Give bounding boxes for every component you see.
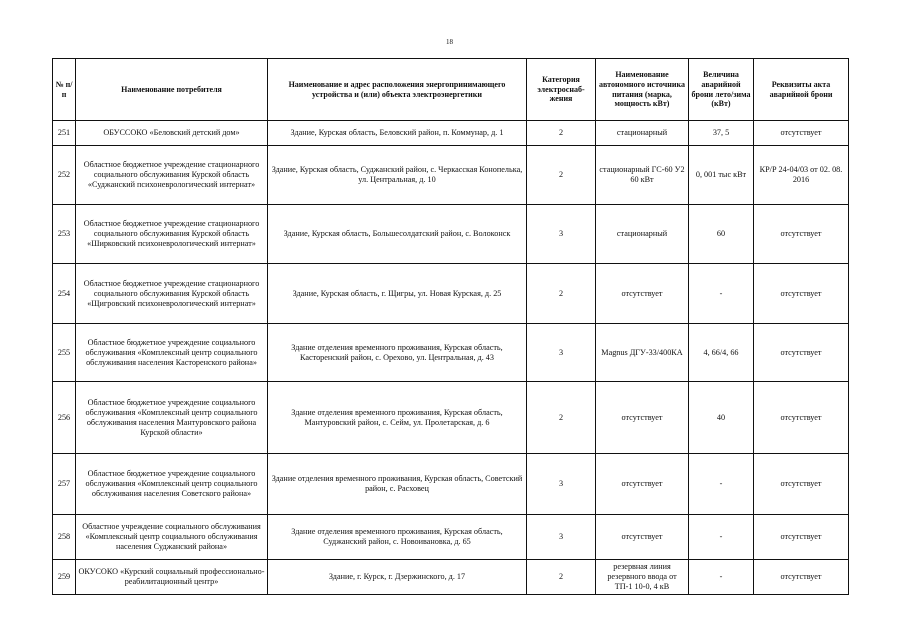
- cell-category: 2: [527, 560, 596, 595]
- cell-source: резервная линия резервного ввода от ТП-1 10-0, 4 кВ: [596, 560, 689, 595]
- table-header-row: [53, 59, 849, 121]
- cell-source: отсутствует: [596, 382, 689, 454]
- cell-reserve: 37, 5: [689, 121, 754, 146]
- header-consumer: Наименование потребителя: [76, 59, 268, 121]
- cell-category: 2: [527, 146, 596, 205]
- cell-num: 251: [53, 121, 76, 146]
- table-row: [53, 264, 849, 324]
- cell-address: Здание, г. Курск, г. Дзержинского, д. 17: [268, 560, 527, 595]
- cell-reserve: -: [689, 515, 754, 560]
- header-address: Наименование и адрес расположения энергопринимающего устройства и (или) объекта электроэнергетики: [268, 59, 527, 121]
- table-row: [53, 560, 849, 595]
- cell-reserve: -: [689, 454, 754, 515]
- cell-act: отсутствует: [754, 324, 849, 382]
- cell-act: отсутствует: [754, 560, 849, 595]
- table-row: [53, 324, 849, 382]
- cell-consumer: Областное бюджетное учреждение социального обслуживания «Комплексный центр социального обслуживания населения Советского района»: [76, 454, 268, 515]
- cell-source: отсутствует: [596, 264, 689, 324]
- cell-num: 257: [53, 454, 76, 515]
- table-row: [53, 454, 849, 515]
- cell-consumer: Областное бюджетное учреждение социального обслуживания «Комплексный центр социального обслуживания населения Касторенского района»: [76, 324, 268, 382]
- cell-category: 3: [527, 205, 596, 264]
- cell-reserve: -: [689, 560, 754, 595]
- reserve-registry-table: [52, 58, 849, 595]
- cell-num: 258: [53, 515, 76, 560]
- cell-consumer: Областное бюджетное учреждение социального обслуживания «Комплексный центр социального обслуживания населения Мантуровского района Курской области»: [76, 382, 268, 454]
- table-row: [53, 146, 849, 205]
- cell-source: стационарный ГС-60 У2 60 кВт: [596, 146, 689, 205]
- cell-consumer: Областное бюджетное учреждение стационарного социального обслуживания Курской область «Суджанский психоневрологический интернат»: [76, 146, 268, 205]
- cell-act: отсутствует: [754, 205, 849, 264]
- cell-category: 2: [527, 264, 596, 324]
- cell-reserve: 60: [689, 205, 754, 264]
- cell-consumer: Областное бюджетное учреждение стационарного социального обслуживания Курской область «Ширковский психоневрологический интернат»: [76, 205, 268, 264]
- cell-act: отсутствует: [754, 121, 849, 146]
- cell-act: отсутствует: [754, 454, 849, 515]
- cell-consumer: ОКУСОКО «Курский социальный профессионально-реабилитационный центр»: [76, 560, 268, 595]
- cell-consumer: Областное учреждение социального обслуживания «Комплексный центр социального обслуживания населения Суджанский района»: [76, 515, 268, 560]
- cell-address: Здание отделения временного проживания, Курская область, Советский район, с. Расховец: [268, 454, 527, 515]
- cell-act: отсутствует: [754, 382, 849, 454]
- cell-address: Здание отделения временного проживания, Курская область, Суджанский район, с. Новоивановка, д. 65: [268, 515, 527, 560]
- cell-source: стационарный: [596, 205, 689, 264]
- header-source: Наименование автономного источника питания (марка, мощность кВт): [596, 59, 689, 121]
- table-row: [53, 121, 849, 146]
- cell-source: стационарный: [596, 121, 689, 146]
- table-row: [53, 205, 849, 264]
- cell-reserve: 0, 001 тыс кВт: [689, 146, 754, 205]
- cell-num: 256: [53, 382, 76, 454]
- cell-num: 254: [53, 264, 76, 324]
- cell-category: 3: [527, 454, 596, 515]
- header-category: Категория электроснаб-жения: [527, 59, 596, 121]
- cell-consumer: Областное бюджетное учреждение стационарного социального обслуживания Курской область «Щигровский психоневрологический интернат»: [76, 264, 268, 324]
- cell-act: отсутствует: [754, 515, 849, 560]
- header-act: Реквизиты акта аварийной брони: [754, 59, 849, 121]
- cell-address: Здание отделения временного проживания, Курская область, Касторенский район, с. Орехово, ул. Центральная, д. 43: [268, 324, 527, 382]
- cell-act: отсутствует: [754, 264, 849, 324]
- cell-reserve: -: [689, 264, 754, 324]
- cell-address: Здание, Курская область, Большесолдатский район, с. Волоконск: [268, 205, 527, 264]
- cell-category: 3: [527, 324, 596, 382]
- cell-address: Здание, Курская область, Беловский район, п. Коммунар, д. 1: [268, 121, 527, 146]
- cell-address: Здание, Курская область, Суджанский район, с. Черкасская Конопелька, ул. Центральная, д. 10: [268, 146, 527, 205]
- table-row: [53, 382, 849, 454]
- page-number: 18: [446, 38, 453, 46]
- cell-num: 253: [53, 205, 76, 264]
- cell-category: 2: [527, 382, 596, 454]
- cell-reserve: 40: [689, 382, 754, 454]
- table-row: [53, 515, 849, 560]
- cell-source: отсутствует: [596, 515, 689, 560]
- cell-num: 255: [53, 324, 76, 382]
- header-reserve: Величина аварийной брони лето/зима (кВт): [689, 59, 754, 121]
- cell-source: Magnus ДГУ-33/400КА: [596, 324, 689, 382]
- cell-category: 2: [527, 121, 596, 146]
- cell-address: Здание отделения временного проживания, Курская область, Мантуровский район, с. Сейм, ул. Пролетарская, д. 6: [268, 382, 527, 454]
- cell-reserve: 4, 66/4, 66: [689, 324, 754, 382]
- cell-address: Здание, Курская область, г. Щигры, ул. Новая Курская, д. 25: [268, 264, 527, 324]
- cell-source: отсутствует: [596, 454, 689, 515]
- cell-consumer: ОБУССОКО «Беловский детский дом»: [76, 121, 268, 146]
- cell-num: 259: [53, 560, 76, 595]
- cell-act: КР/Р 24-04/03 от 02. 08. 2016: [754, 146, 849, 205]
- header-num: № п/п: [53, 59, 76, 121]
- cell-category: 3: [527, 515, 596, 560]
- cell-num: 252: [53, 146, 76, 205]
